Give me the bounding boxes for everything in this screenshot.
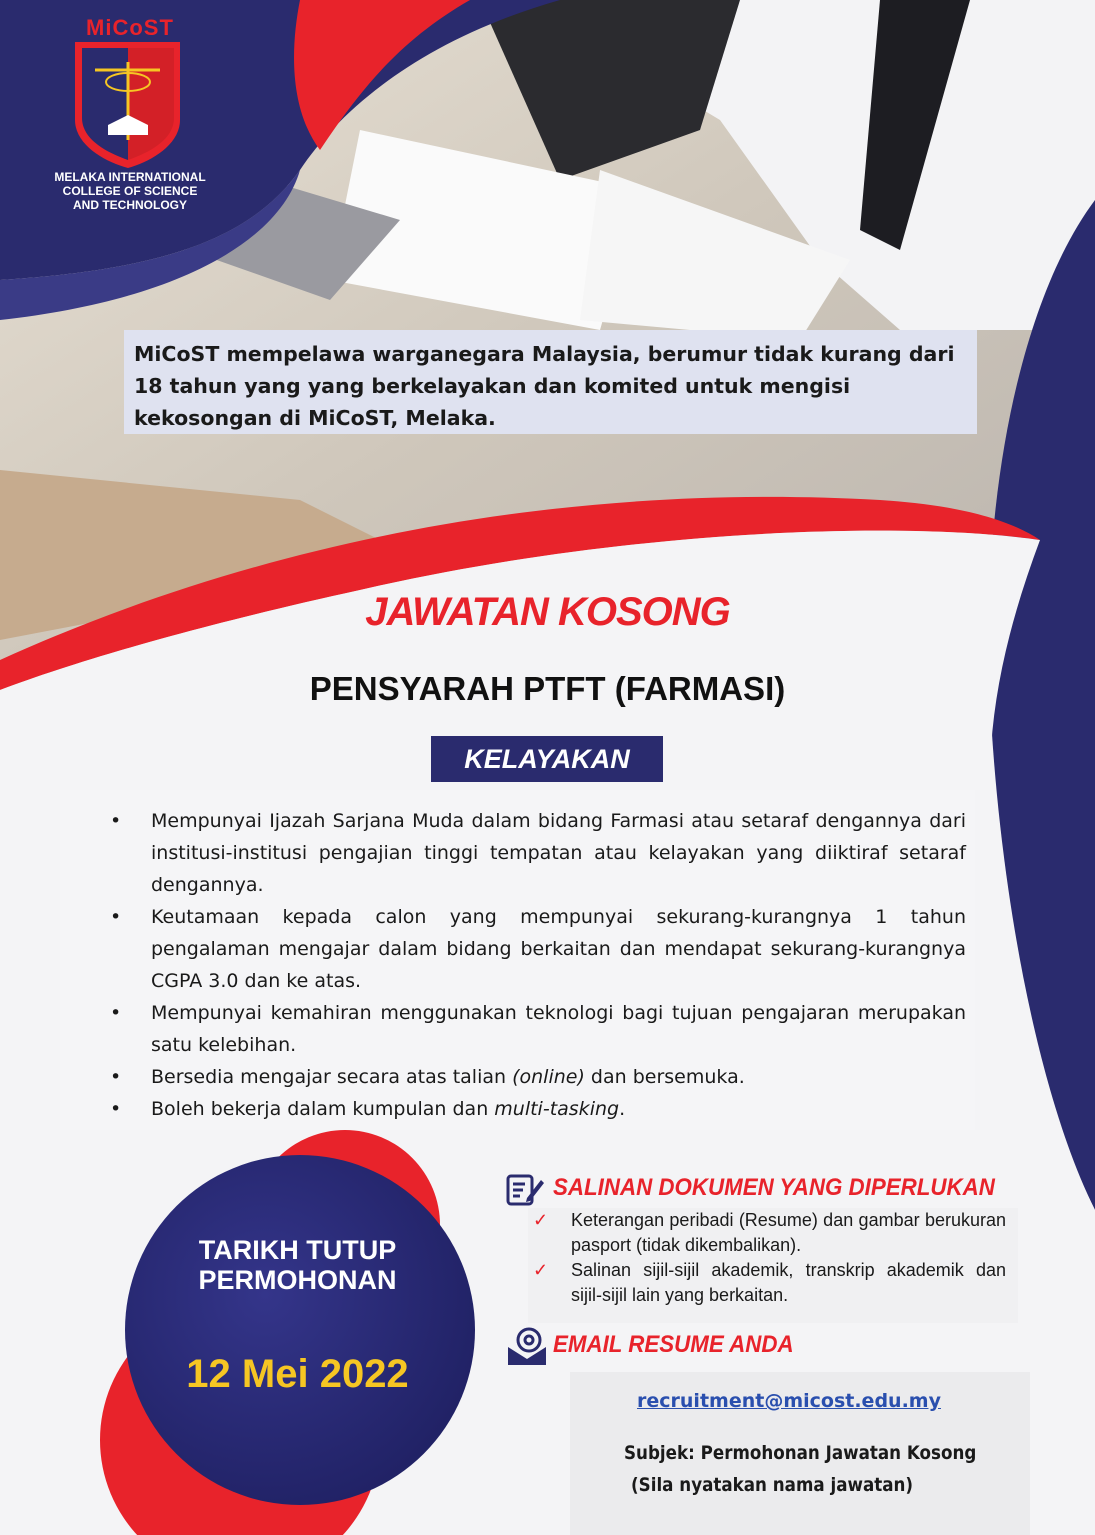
- email-subject-note: (Sila nyatakan nama jawatan): [631, 1474, 914, 1496]
- brand-block: [40, 15, 220, 212]
- requirement-text-end: .: [619, 1098, 626, 1120]
- requirement-italic: multi-tasking: [494, 1098, 620, 1120]
- email-heading: EMAIL RESUME ANDA: [553, 1331, 794, 1358]
- vacancy-heading: JAWATAN KOSONG: [365, 590, 730, 634]
- requirement-text: Bersedia mengajar secara atas talian: [151, 1066, 513, 1088]
- deadline-label: [150, 1235, 445, 1295]
- deadline-circle: [125, 1155, 475, 1505]
- bullet: •: [110, 1002, 122, 1024]
- requirement-text: Keutamaan kepada calon yang mempunyai sekurang-kurangnya 1 tahun pengalaman mengajar dalam bidang berkaitan dan mendapat sekurang-kurangnya CGPA 3.0 dan ke atas.: [151, 906, 966, 992]
- document-text: Keterangan peribadi (Resume) dan gambar berukuran pasport (tidak dikembalikan).: [571, 1210, 1006, 1255]
- check-icon: ✓: [533, 1210, 549, 1230]
- requirement-text-end: dan bersemuka.: [584, 1066, 745, 1088]
- bullet: •: [110, 1098, 122, 1120]
- document-edit-icon: [505, 1170, 545, 1208]
- deadline-date: 12 Mei 2022: [186, 1352, 409, 1396]
- documents-header: [505, 1170, 1025, 1210]
- requirements-list: [110, 805, 966, 1125]
- document-text: Salinan sijil-sijil akademik, transkrip akademik dan sijil-sijil lain yang berkaitan.: [571, 1260, 1006, 1305]
- requirement-italic: (online): [512, 1066, 585, 1088]
- bullet: •: [110, 906, 122, 928]
- deadline-label-line2: PERMOHONAN: [198, 1265, 397, 1295]
- deadline-label-line1: TARIKH TUTUP: [198, 1235, 397, 1265]
- bullet: •: [110, 1066, 122, 1088]
- document-item: [530, 1208, 1006, 1258]
- intro-text: MiCoST mempelawa warganegara Malaysia, berumur tidak kurang dari 18 tahun yang yang berkelayakan dan komited untuk mengisi kekosongan di MiCoST, Melaka.: [124, 330, 977, 434]
- email-subject-line: Subjek: Permohonan Jawatan Kosong: [624, 1442, 977, 1464]
- logo-spacer: [40, 41, 220, 166]
- requirement-item: [110, 1061, 966, 1093]
- requirement-item: [110, 997, 966, 1061]
- email-header: [505, 1325, 905, 1369]
- requirement-text: Mempunyai kemahiran menggunakan teknologi bagi tujuan pengajaran merupakan satu kelebihan.: [151, 1002, 966, 1056]
- document-item: [530, 1258, 1006, 1308]
- email-subject-block: [624, 1437, 976, 1501]
- documents-list: [530, 1208, 1006, 1308]
- requirement-item: [110, 805, 966, 901]
- requirement-text: Boleh bekerja dalam kumpulan dan: [151, 1098, 495, 1120]
- bullet: •: [110, 810, 122, 832]
- email-address-link[interactable]: recruitment@micost.edu.my: [637, 1390, 941, 1412]
- brand-logo-text: MiCoST: [86, 15, 174, 40]
- institution-name: MELAKA INTERNATIONAL COLLEGE OF SCIENCE AND TECHNOLOGY: [54, 170, 206, 212]
- check-icon: ✓: [533, 1260, 549, 1280]
- requirement-item: [110, 1093, 966, 1125]
- documents-heading: SALINAN DOKUMEN YANG DIPERLUKAN: [553, 1174, 995, 1201]
- position-title: PENSYARAH PTFT (FARMASI): [309, 670, 786, 707]
- qualifications-badge: KELAYAKAN: [431, 736, 663, 782]
- email-at-icon: [505, 1325, 549, 1367]
- requirement-text: Mempunyai Ijazah Sarjana Muda dalam bidang Farmasi atau setaraf dengannya dari institusi-institusi pengajian tinggi tempatan atau kelayakan yang diiktiraf setaraf dengannya.: [151, 810, 966, 896]
- requirement-item: [110, 901, 966, 997]
